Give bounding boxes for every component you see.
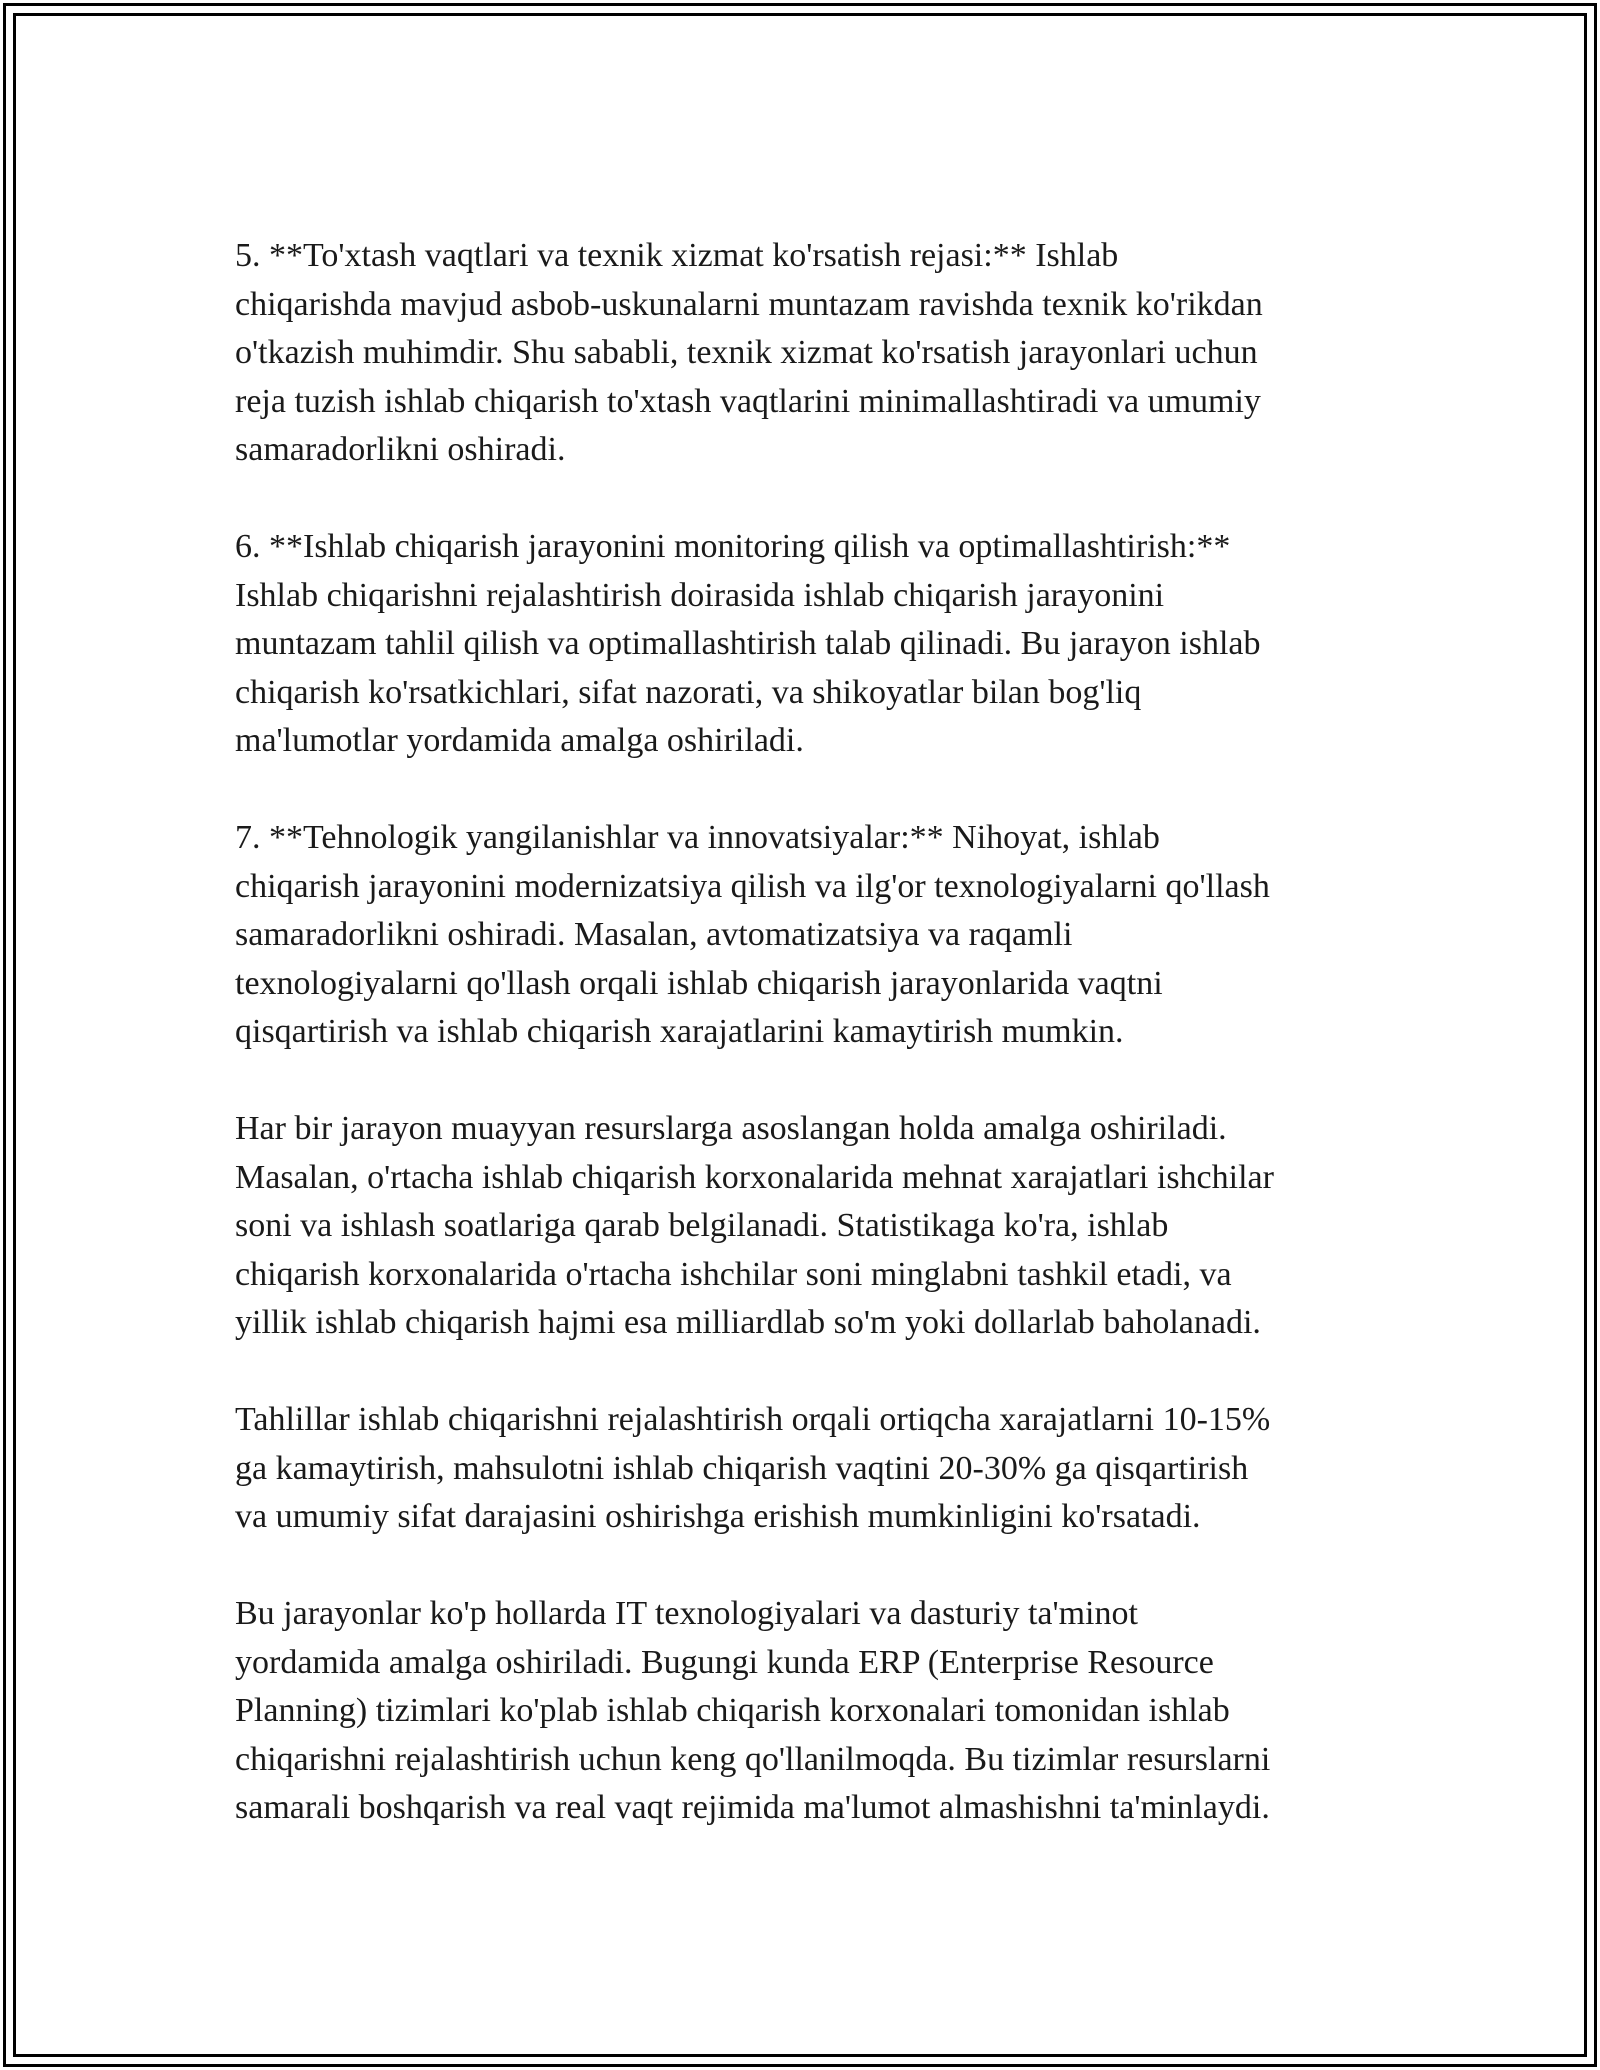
paragraph-technology-innovation: 7. **Tehnologik yangilanishlar va innovatsiyalar:** Nihoyat, ishlab chiqarish jarayonini modernizatsiya qilish va ilg'or texnologiyalarni qo'llash samaradorlikni oshiradi. Masalan, avtomatizatsiya va raqamli texnologiyalarni qo'llash orqali ishlab chiqarish jarayonlarida vaqtni qisqartirish va ishlab chiqarish xarajatlarini kamaytirish mumkin. — [235, 819, 1270, 1050]
paragraph-it-erp: Bu jarayonlar ko'p hollarda IT texnologiyalari va dasturiy ta'minot yordamida amalga oshiriladi. Bugungi kunda ERP (Enterprise Resource Planning) tizimlari ko'plab ishlab chiqarish korxonalari tomonidan ishlab chiqarishni rejalashtirish uchun keng qo'llanilmoqda. Bu tizimlar resurslarni samarali boshqarish va real vaqt rejimida ma'lumot almashishni ta'minlaydi. — [235, 1595, 1271, 1826]
paragraph-downtime-maintenance: 5. **To'xtash vaqtlari va texnik xizmat ko'rsatish rejasi:** Ishlab chiqarishda mavjud asbob-uskunalarni muntazam ravishda texnik ko'rikdan o'tkazish muhimdir. Shu sababli, texnik xizmat ko'rsatish jarayonlari uchun reja tuzish ishlab chiqarish to'xtash vaqtlarini minimallashtiradi va umumiy samaradorlikni oshiradi. — [235, 237, 1263, 468]
paragraph-process-monitoring: 6. **Ishlab chiqarish jarayonini monitoring qilish va optimallashtirish:** Ishlab chiqarishni rejalashtirish doirasida ishlab chiqarish jarayonini muntazam tahlil qilish va optimallashtirish talab qilinadi. Bu jarayon ishlab chiqarish ko'rsatkichlari, sifat nazorati, va shikoyatlar bilan bog'liq ma'lumotlar yordamida amalga oshiriladi. — [235, 528, 1261, 759]
document-body — [235, 232, 1365, 1833]
paragraph-analysis: Tahlillar ishlab chiqarishni rejalashtirish orqali ortiqcha xarajatlarni 10-15% ga kamaytirish, mahsulotni ishlab chiqarish vaqtini 20-30% ga qisqartirish va umumiy sifat darajasini oshirishga erishish mumkinligini ko'rsatadi. — [235, 1401, 1271, 1535]
paragraph-resources: Har bir jarayon muayyan resurslarga asoslangan holda amalga oshiriladi. Masalan, o'rtacha ishlab chiqarish korxonalarida mehnat xarajatlari ishchilar soni va ishlash soatlariga qarab belgilanadi. Statistikaga ko'ra, ishlab chiqarish korxonalarida o'rtacha ishchilar soni minglabni tashkil etadi, va yillik ishlab chiqarish hajmi esa milliardlab so'm yoki dollarlab baholanadi. — [235, 1110, 1274, 1341]
